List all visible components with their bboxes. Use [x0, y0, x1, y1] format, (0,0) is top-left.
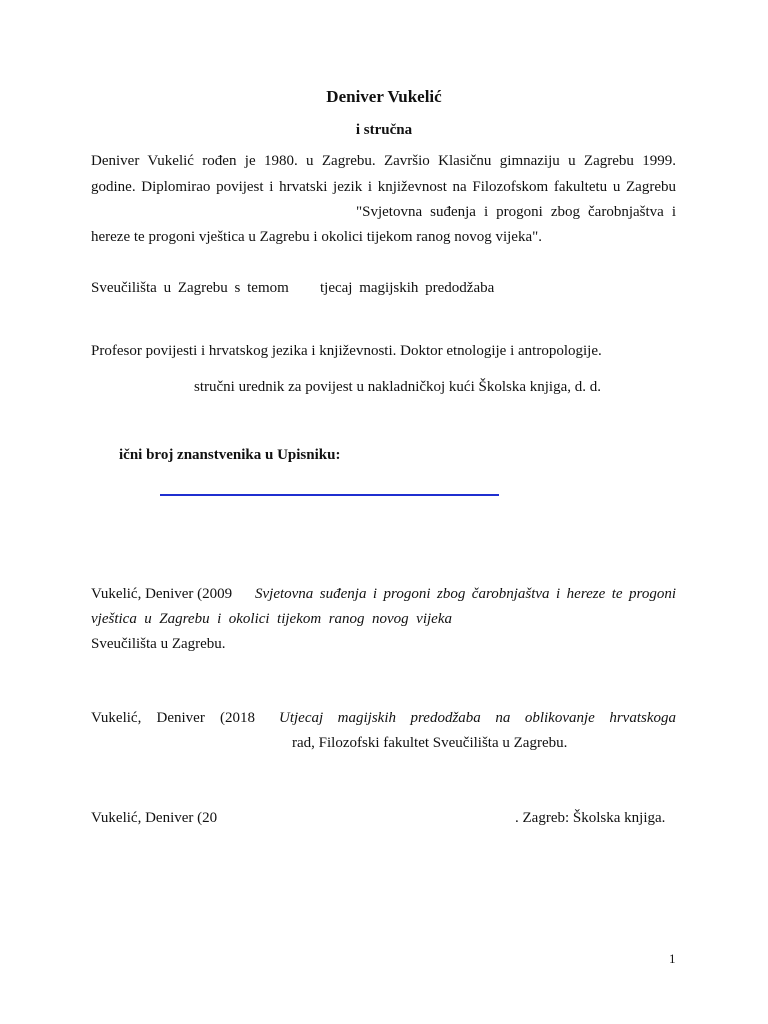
- bio-line-3: "Svjetovna suđenja i progoni zbog čarobnjaštva i: [356, 204, 676, 220]
- bio-line-5-left: Sveučilišta u Zagrebu s temom: [91, 280, 289, 296]
- bib-1-line-3: Sveučilišta u Zagrebu.: [91, 636, 226, 652]
- bib-1-author: Vukelić, Deniver (2009: [91, 586, 233, 602]
- bio-line-1: Deniver Vukelić rođen je 1980. u Zagrebu. Završio Klasičnu gimnaziju u Zagrebu 1999.: [91, 153, 676, 169]
- profession-line-1: Profesor povijesti i hrvatskog jezika i književnosti. Doktor etnologije i antropologije.: [91, 343, 602, 359]
- page-number: 1: [669, 951, 676, 966]
- bib-3-line-1-right: . Zagreb: Školska knjiga.: [515, 810, 666, 826]
- bib-3-author: Vukelić, Deniver (20: [91, 810, 218, 826]
- bib-2-author: Vukelić, Deniver (2018: [91, 710, 255, 726]
- registry-link-underline[interactable]: [160, 494, 499, 496]
- bib-1-title-line-1: Svjetovna suđenja i progoni zbog čarobnjaštva i hereze te progoni: [255, 586, 676, 602]
- section-subtitle: i stručna: [355, 122, 413, 138]
- bio-line-5-right: tjecaj magijskih predodžaba: [320, 280, 495, 296]
- profession-line-2: stručni urednik za povijest u nakladničkoj kući Školska knjiga, d. d.: [194, 379, 602, 395]
- bib-2-line-2: rad, Filozofski fakultet Sveučilišta u Zagrebu.: [292, 735, 568, 751]
- bio-line-2: godine. Diplomirao povijest i hrvatski jezik i književnost na Filozofskom fakultetu u Zagrebu: [91, 179, 676, 195]
- registry-label: ični broj znanstvenika u Upisniku:: [119, 447, 341, 463]
- bib-1-title-line-2: vještica u Zagrebu i okolici tijekom ranog novog vijeka: [91, 611, 452, 627]
- bio-line-4: hereze te progoni vještica u Zagrebu i okolici tijekom ranog novog vijeka".: [91, 229, 542, 245]
- author-name-heading: Deniver Vukelić: [326, 87, 442, 106]
- bib-2-title-line-1: Utjecaj magijskih predodžaba na oblikovanje hrvatskoga: [279, 710, 676, 726]
